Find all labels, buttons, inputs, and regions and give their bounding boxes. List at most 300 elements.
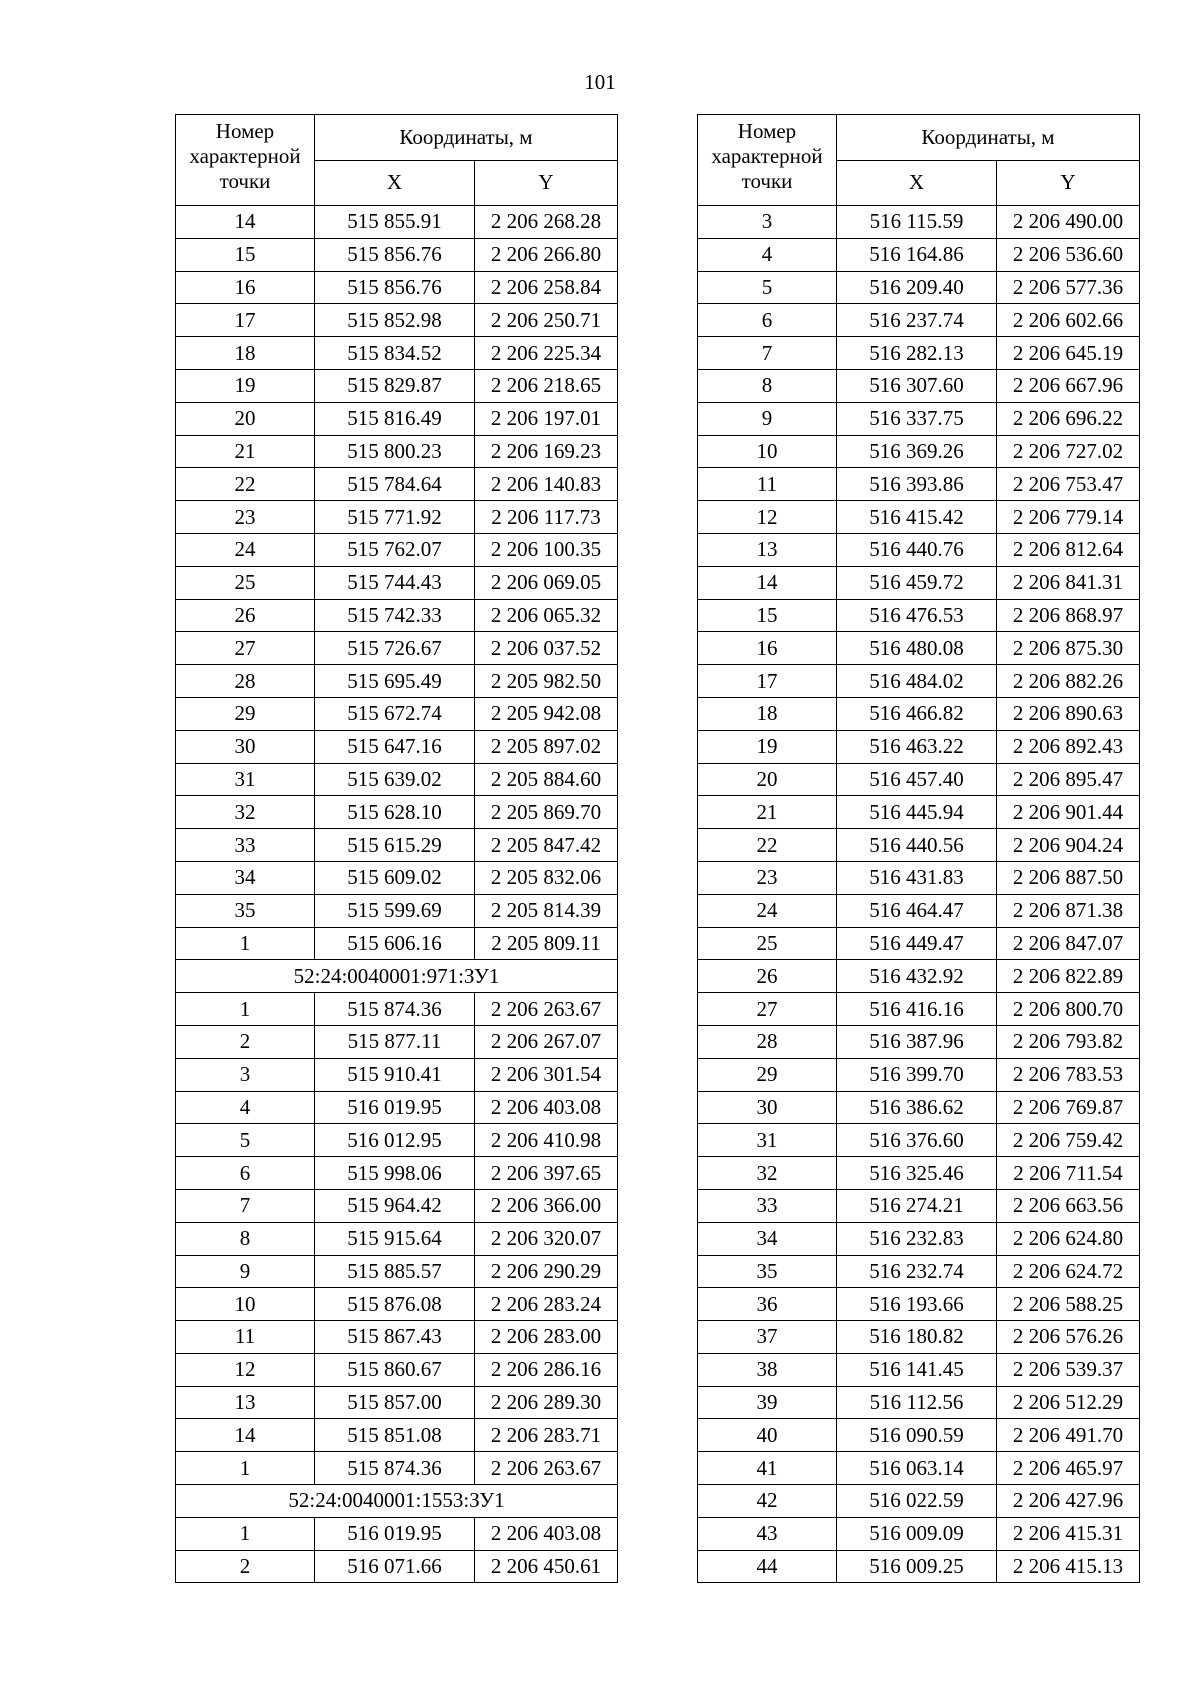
header-x: X (837, 160, 997, 206)
x-coordinate-cell: 516 141.45 (837, 1353, 997, 1386)
table-row (698, 1222, 1140, 1255)
x-coordinate-cell: 516 164.86 (837, 238, 997, 271)
table-row (698, 1288, 1140, 1321)
y-coordinate-cell: 2 206 465.97 (997, 1452, 1140, 1485)
table-row (176, 632, 618, 665)
point-number-cell: 2 (176, 1550, 315, 1583)
x-coordinate-cell: 516 386.62 (837, 1091, 997, 1124)
point-number-cell: 2 (176, 1025, 315, 1058)
x-coordinate-cell: 516 232.74 (837, 1255, 997, 1288)
x-coordinate-cell: 516 193.66 (837, 1288, 997, 1321)
table-row (698, 271, 1140, 304)
x-coordinate-cell: 516 307.60 (837, 369, 997, 402)
y-coordinate-cell: 2 206 645.19 (997, 337, 1140, 370)
x-coordinate-cell: 516 012.95 (315, 1124, 475, 1157)
y-coordinate-cell: 2 206 727.02 (997, 435, 1140, 468)
x-coordinate-cell: 516 325.46 (837, 1157, 997, 1190)
table-row (698, 1091, 1140, 1124)
point-number-cell: 24 (176, 533, 315, 566)
y-coordinate-cell: 2 206 268.28 (475, 206, 618, 239)
x-coordinate-cell: 515 784.64 (315, 468, 475, 501)
table-row (698, 632, 1140, 665)
y-coordinate-cell: 2 206 410.98 (475, 1124, 618, 1157)
point-number-cell: 14 (176, 206, 315, 239)
y-coordinate-cell: 2 206 588.25 (997, 1288, 1140, 1321)
point-number-cell: 33 (698, 1189, 837, 1222)
y-coordinate-cell: 2 206 890.63 (997, 697, 1140, 730)
x-coordinate-cell: 516 019.95 (315, 1091, 475, 1124)
point-number-cell: 7 (698, 337, 837, 370)
point-number-cell: 43 (698, 1517, 837, 1550)
point-number-cell: 16 (698, 632, 837, 665)
table-row (698, 960, 1140, 993)
point-number-cell: 5 (176, 1124, 315, 1157)
x-coordinate-cell: 516 369.26 (837, 435, 997, 468)
x-coordinate-cell: 516 457.40 (837, 763, 997, 796)
y-coordinate-cell: 2 206 536.60 (997, 238, 1140, 271)
table-row (698, 337, 1140, 370)
table-row (176, 697, 618, 730)
y-coordinate-cell: 2 206 366.00 (475, 1189, 618, 1222)
y-coordinate-cell: 2 206 512.29 (997, 1386, 1140, 1419)
point-number-cell: 19 (698, 730, 837, 763)
point-number-cell: 25 (698, 927, 837, 960)
table-row (176, 206, 618, 239)
point-number-cell: 23 (698, 861, 837, 894)
table-row (698, 697, 1140, 730)
x-coordinate-cell: 516 484.02 (837, 665, 997, 698)
header-point-number: Номер характерной точки (698, 115, 837, 206)
point-number-cell: 34 (176, 861, 315, 894)
coordinates-table-right (697, 114, 1140, 1583)
y-coordinate-cell: 2 206 283.71 (475, 1419, 618, 1452)
y-coordinate-cell: 2 206 892.43 (997, 730, 1140, 763)
section-row (176, 960, 618, 993)
table-row (176, 435, 618, 468)
table-row (698, 1517, 1140, 1550)
point-number-cell: 9 (698, 402, 837, 435)
table-row (176, 501, 618, 534)
x-coordinate-cell: 516 063.14 (837, 1452, 997, 1485)
table-row (698, 566, 1140, 599)
y-coordinate-cell: 2 205 942.08 (475, 697, 618, 730)
table-row (698, 369, 1140, 402)
point-number-cell: 3 (698, 206, 837, 239)
x-coordinate-cell: 516 022.59 (837, 1485, 997, 1518)
y-coordinate-cell: 2 206 250.71 (475, 304, 618, 337)
point-number-cell: 1 (176, 993, 315, 1026)
x-coordinate-cell: 515 874.36 (315, 993, 475, 1026)
x-coordinate-cell: 516 459.72 (837, 566, 997, 599)
x-coordinate-cell: 515 998.06 (315, 1157, 475, 1190)
table-row (176, 763, 618, 796)
y-coordinate-cell: 2 206 822.89 (997, 960, 1140, 993)
y-coordinate-cell: 2 206 283.24 (475, 1288, 618, 1321)
point-number-cell: 11 (176, 1321, 315, 1354)
table-row (698, 238, 1140, 271)
x-coordinate-cell: 516 440.56 (837, 829, 997, 862)
point-number-cell: 27 (698, 993, 837, 1026)
point-number-cell: 33 (176, 829, 315, 862)
y-coordinate-cell: 2 206 871.38 (997, 894, 1140, 927)
x-coordinate-cell: 516 274.21 (837, 1189, 997, 1222)
table-row (698, 1353, 1140, 1386)
point-number-cell: 44 (698, 1550, 837, 1583)
table-row (698, 829, 1140, 862)
table-row (176, 238, 618, 271)
point-number-cell: 23 (176, 501, 315, 534)
header-coordinates: Координаты, м (315, 115, 618, 161)
coordinates-table-left (175, 114, 618, 1583)
point-number-cell: 10 (176, 1288, 315, 1321)
table-row (176, 1550, 618, 1583)
point-number-cell: 8 (176, 1222, 315, 1255)
x-coordinate-cell: 516 466.82 (837, 697, 997, 730)
x-coordinate-cell: 515 628.10 (315, 796, 475, 829)
x-coordinate-cell: 515 639.02 (315, 763, 475, 796)
table-row (176, 1124, 618, 1157)
table-row (698, 1124, 1140, 1157)
y-coordinate-cell: 2 206 895.47 (997, 763, 1140, 796)
y-coordinate-cell: 2 205 869.70 (475, 796, 618, 829)
point-number-cell: 22 (176, 468, 315, 501)
x-coordinate-cell: 516 112.56 (837, 1386, 997, 1419)
y-coordinate-cell: 2 206 904.24 (997, 829, 1140, 862)
table-row (176, 1091, 618, 1124)
y-coordinate-cell: 2 206 403.08 (475, 1517, 618, 1550)
y-coordinate-cell: 2 206 783.53 (997, 1058, 1140, 1091)
y-coordinate-cell: 2 206 218.65 (475, 369, 618, 402)
y-coordinate-cell: 2 206 882.26 (997, 665, 1140, 698)
y-coordinate-cell: 2 206 267.07 (475, 1025, 618, 1058)
y-coordinate-cell: 2 206 037.52 (475, 632, 618, 665)
x-coordinate-cell: 515 910.41 (315, 1058, 475, 1091)
point-number-cell: 21 (176, 435, 315, 468)
point-number-cell: 18 (698, 697, 837, 730)
y-coordinate-cell: 2 206 290.29 (475, 1255, 618, 1288)
point-number-cell: 26 (698, 960, 837, 993)
y-coordinate-cell: 2 206 667.96 (997, 369, 1140, 402)
point-number-cell: 28 (698, 1025, 837, 1058)
table-row (176, 533, 618, 566)
table-row (698, 796, 1140, 829)
y-coordinate-cell: 2 206 415.13 (997, 1550, 1140, 1583)
x-coordinate-cell: 516 282.13 (837, 337, 997, 370)
table-row (176, 796, 618, 829)
point-number-cell: 41 (698, 1452, 837, 1485)
y-coordinate-cell: 2 206 602.66 (997, 304, 1140, 337)
x-coordinate-cell: 516 209.40 (837, 271, 997, 304)
point-number-cell: 24 (698, 894, 837, 927)
x-coordinate-cell: 515 874.36 (315, 1452, 475, 1485)
y-coordinate-cell: 2 206 812.64 (997, 533, 1140, 566)
table-row (698, 1157, 1140, 1190)
table-row (176, 665, 618, 698)
point-number-cell: 11 (698, 468, 837, 501)
table-row (176, 369, 618, 402)
x-coordinate-cell: 516 115.59 (837, 206, 997, 239)
point-number-cell: 1 (176, 1452, 315, 1485)
x-coordinate-cell: 516 090.59 (837, 1419, 997, 1452)
point-number-cell: 6 (698, 304, 837, 337)
table-row (176, 1419, 618, 1452)
x-coordinate-cell: 515 599.69 (315, 894, 475, 927)
point-number-cell: 40 (698, 1419, 837, 1452)
y-coordinate-cell: 2 206 289.30 (475, 1386, 618, 1419)
y-coordinate-cell: 2 206 266.80 (475, 238, 618, 271)
y-coordinate-cell: 2 206 197.01 (475, 402, 618, 435)
x-coordinate-cell: 516 232.83 (837, 1222, 997, 1255)
header-coordinates: Координаты, м (837, 115, 1140, 161)
header-x: X (315, 160, 475, 206)
table-row (176, 337, 618, 370)
x-coordinate-cell: 515 672.74 (315, 697, 475, 730)
y-coordinate-cell: 2 206 887.50 (997, 861, 1140, 894)
x-coordinate-cell: 516 431.83 (837, 861, 997, 894)
point-number-cell: 15 (176, 238, 315, 271)
table-row (176, 861, 618, 894)
x-coordinate-cell: 516 019.95 (315, 1517, 475, 1550)
x-coordinate-cell: 516 387.96 (837, 1025, 997, 1058)
point-number-cell: 12 (176, 1353, 315, 1386)
y-coordinate-cell: 2 206 769.87 (997, 1091, 1140, 1124)
x-coordinate-cell: 515 816.49 (315, 402, 475, 435)
x-coordinate-cell: 515 609.02 (315, 861, 475, 894)
x-coordinate-cell: 516 416.16 (837, 993, 997, 1026)
point-number-cell: 17 (698, 665, 837, 698)
y-coordinate-cell: 2 206 779.14 (997, 501, 1140, 534)
x-coordinate-cell: 515 834.52 (315, 337, 475, 370)
point-number-cell: 29 (176, 697, 315, 730)
x-coordinate-cell: 516 449.47 (837, 927, 997, 960)
table-row (698, 1255, 1140, 1288)
y-coordinate-cell: 2 206 140.83 (475, 468, 618, 501)
y-coordinate-cell: 2 206 847.07 (997, 927, 1140, 960)
x-coordinate-cell: 515 855.91 (315, 206, 475, 239)
x-coordinate-cell: 515 851.08 (315, 1419, 475, 1452)
table-row (176, 1288, 618, 1321)
y-coordinate-cell: 2 206 624.80 (997, 1222, 1140, 1255)
x-coordinate-cell: 515 695.49 (315, 665, 475, 698)
cadastral-number: 52:24:0040001:971:ЗУ1 (176, 960, 618, 993)
table-row (698, 993, 1140, 1026)
y-coordinate-cell: 2 206 624.72 (997, 1255, 1140, 1288)
table-row (698, 1485, 1140, 1518)
table-row (698, 730, 1140, 763)
table-row (176, 1255, 618, 1288)
y-coordinate-cell: 2 205 897.02 (475, 730, 618, 763)
y-coordinate-cell: 2 206 258.84 (475, 271, 618, 304)
table-row (176, 566, 618, 599)
y-coordinate-cell: 2 205 814.39 (475, 894, 618, 927)
y-coordinate-cell: 2 206 263.67 (475, 993, 618, 1026)
x-coordinate-cell: 515 915.64 (315, 1222, 475, 1255)
point-number-cell: 31 (698, 1124, 837, 1157)
table-row (176, 1353, 618, 1386)
table-row (698, 861, 1140, 894)
table-row (698, 894, 1140, 927)
point-number-cell: 22 (698, 829, 837, 862)
x-coordinate-cell: 516 071.66 (315, 1550, 475, 1583)
x-coordinate-cell: 516 445.94 (837, 796, 997, 829)
point-number-cell: 32 (176, 796, 315, 829)
table-row (176, 1025, 618, 1058)
x-coordinate-cell: 516 463.22 (837, 730, 997, 763)
point-number-cell: 15 (698, 599, 837, 632)
point-number-cell: 19 (176, 369, 315, 402)
x-coordinate-cell: 516 180.82 (837, 1321, 997, 1354)
y-coordinate-cell: 2 206 397.65 (475, 1157, 618, 1190)
table-row (176, 304, 618, 337)
point-number-cell: 13 (698, 533, 837, 566)
table-row (176, 1157, 618, 1190)
y-coordinate-cell: 2 205 884.60 (475, 763, 618, 796)
point-number-cell: 27 (176, 632, 315, 665)
point-number-cell: 4 (176, 1091, 315, 1124)
table-row (176, 468, 618, 501)
table-row (176, 1321, 618, 1354)
point-number-cell: 10 (698, 435, 837, 468)
point-number-cell: 16 (176, 271, 315, 304)
table-row (698, 1452, 1140, 1485)
point-number-cell: 1 (176, 1517, 315, 1550)
y-coordinate-cell: 2 206 539.37 (997, 1353, 1140, 1386)
x-coordinate-cell: 515 800.23 (315, 435, 475, 468)
table-row (698, 599, 1140, 632)
y-coordinate-cell: 2 206 793.82 (997, 1025, 1140, 1058)
x-coordinate-cell: 516 399.70 (837, 1058, 997, 1091)
point-number-cell: 1 (176, 927, 315, 960)
y-coordinate-cell: 2 205 832.06 (475, 861, 618, 894)
table-row (176, 730, 618, 763)
x-coordinate-cell: 516 337.75 (837, 402, 997, 435)
table-row (698, 468, 1140, 501)
y-coordinate-cell: 2 206 490.00 (997, 206, 1140, 239)
table-row (176, 1058, 618, 1091)
x-coordinate-cell: 515 867.43 (315, 1321, 475, 1354)
table-row (176, 1517, 618, 1550)
y-coordinate-cell: 2 205 982.50 (475, 665, 618, 698)
y-coordinate-cell: 2 206 577.36 (997, 271, 1140, 304)
point-number-cell: 21 (698, 796, 837, 829)
y-coordinate-cell: 2 205 847.42 (475, 829, 618, 862)
point-number-cell: 37 (698, 1321, 837, 1354)
table-row (176, 599, 618, 632)
y-coordinate-cell: 2 206 875.30 (997, 632, 1140, 665)
table-row (698, 501, 1140, 534)
table-row (176, 829, 618, 862)
x-coordinate-cell: 515 885.57 (315, 1255, 475, 1288)
x-coordinate-cell: 516 440.76 (837, 533, 997, 566)
table-row (698, 1189, 1140, 1222)
x-coordinate-cell: 515 857.00 (315, 1386, 475, 1419)
y-coordinate-cell: 2 206 576.26 (997, 1321, 1140, 1354)
y-coordinate-cell: 2 206 100.35 (475, 533, 618, 566)
point-number-cell: 20 (698, 763, 837, 796)
section-row (176, 1485, 618, 1518)
y-coordinate-cell: 2 206 415.31 (997, 1517, 1140, 1550)
y-coordinate-cell: 2 206 753.47 (997, 468, 1140, 501)
x-coordinate-cell: 515 856.76 (315, 238, 475, 271)
x-coordinate-cell: 515 964.42 (315, 1189, 475, 1222)
point-number-cell: 38 (698, 1353, 837, 1386)
x-coordinate-cell: 516 009.09 (837, 1517, 997, 1550)
table-row (176, 894, 618, 927)
table-row (176, 1222, 618, 1255)
point-number-cell: 31 (176, 763, 315, 796)
x-coordinate-cell: 516 009.25 (837, 1550, 997, 1583)
point-number-cell: 32 (698, 1157, 837, 1190)
point-number-cell: 9 (176, 1255, 315, 1288)
table-row (176, 1189, 618, 1222)
y-coordinate-cell: 2 205 809.11 (475, 927, 618, 960)
x-coordinate-cell: 516 237.74 (837, 304, 997, 337)
x-coordinate-cell: 515 615.29 (315, 829, 475, 862)
header-y: Y (997, 160, 1140, 206)
x-coordinate-cell: 515 876.08 (315, 1288, 475, 1321)
y-coordinate-cell: 2 206 491.70 (997, 1419, 1140, 1452)
point-number-cell: 34 (698, 1222, 837, 1255)
y-coordinate-cell: 2 206 069.05 (475, 566, 618, 599)
point-number-cell: 12 (698, 501, 837, 534)
table-row (176, 1386, 618, 1419)
cadastral-number: 52:24:0040001:1553:ЗУ1 (176, 1485, 618, 1518)
table-row (176, 993, 618, 1026)
table-row (176, 1452, 618, 1485)
y-coordinate-cell: 2 206 117.73 (475, 501, 618, 534)
x-coordinate-cell: 516 432.92 (837, 960, 997, 993)
point-number-cell: 30 (176, 730, 315, 763)
y-coordinate-cell: 2 206 286.16 (475, 1353, 618, 1386)
point-number-cell: 6 (176, 1157, 315, 1190)
table-row (698, 763, 1140, 796)
y-coordinate-cell: 2 206 663.56 (997, 1189, 1140, 1222)
y-coordinate-cell: 2 206 841.31 (997, 566, 1140, 599)
table-row (698, 927, 1140, 960)
y-coordinate-cell: 2 206 901.44 (997, 796, 1140, 829)
x-coordinate-cell: 516 476.53 (837, 599, 997, 632)
point-number-cell: 5 (698, 271, 837, 304)
table-row (698, 1058, 1140, 1091)
x-coordinate-cell: 516 376.60 (837, 1124, 997, 1157)
table-row (176, 271, 618, 304)
x-coordinate-cell: 515 726.67 (315, 632, 475, 665)
x-coordinate-cell: 515 856.76 (315, 271, 475, 304)
table-row (698, 435, 1140, 468)
page-number: 101 (584, 70, 616, 94)
y-coordinate-cell: 2 206 263.67 (475, 1452, 618, 1485)
y-coordinate-cell: 2 206 283.00 (475, 1321, 618, 1354)
point-number-cell: 14 (176, 1419, 315, 1452)
table-row (176, 402, 618, 435)
point-number-cell: 17 (176, 304, 315, 337)
x-coordinate-cell: 515 744.43 (315, 566, 475, 599)
table-row (698, 402, 1140, 435)
point-number-cell: 26 (176, 599, 315, 632)
table-row (176, 927, 618, 960)
x-coordinate-cell: 515 771.92 (315, 501, 475, 534)
y-coordinate-cell: 2 206 450.61 (475, 1550, 618, 1583)
point-number-cell: 36 (698, 1288, 837, 1321)
x-coordinate-cell: 515 877.11 (315, 1025, 475, 1058)
x-coordinate-cell: 515 647.16 (315, 730, 475, 763)
header-y: Y (475, 160, 618, 206)
x-coordinate-cell: 516 415.42 (837, 501, 997, 534)
y-coordinate-cell: 2 206 696.22 (997, 402, 1140, 435)
point-number-cell: 30 (698, 1091, 837, 1124)
point-number-cell: 39 (698, 1386, 837, 1419)
x-coordinate-cell: 515 606.16 (315, 927, 475, 960)
